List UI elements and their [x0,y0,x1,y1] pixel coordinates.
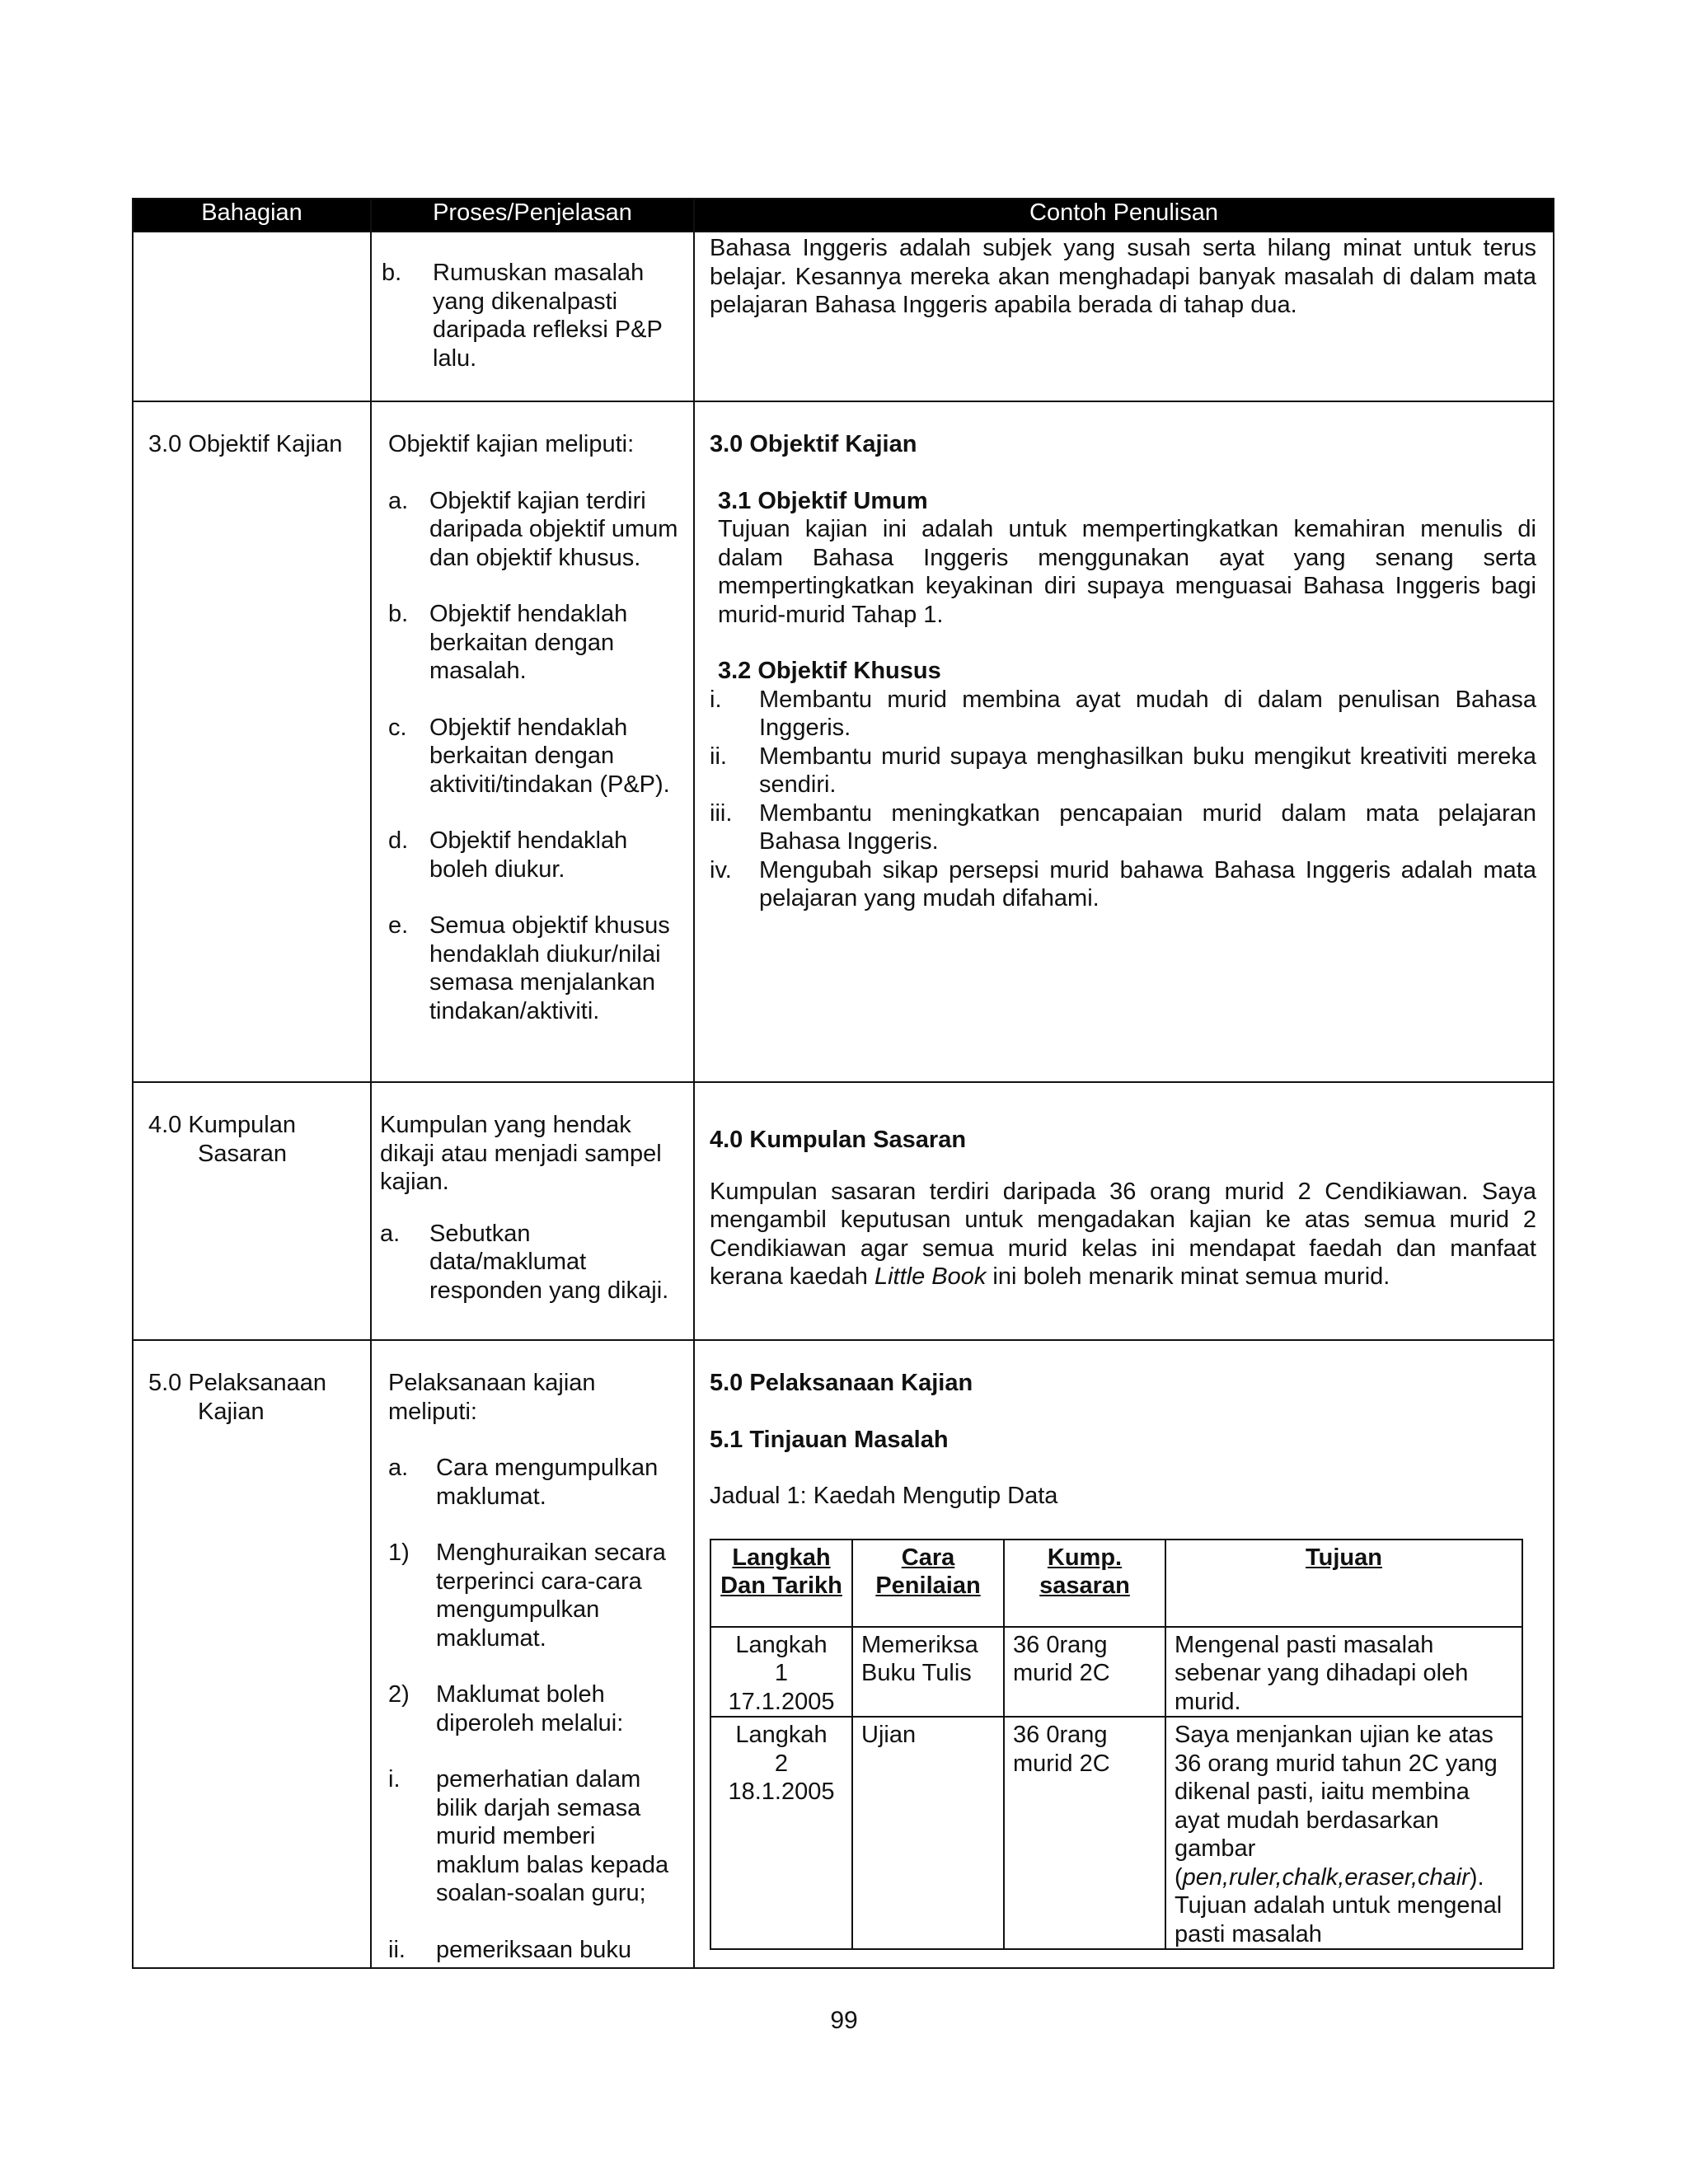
section-heading: 5.0 Pelaksanaan Kajian [710,1370,973,1396]
list-text: Objektif hendaklah berkaitan dengan masalah. [429,601,628,684]
table-row [133,1082,1554,1340]
cell-bahagian [133,401,371,1082]
cell-proses [371,232,694,401]
inner-cell-tujuan: Mengenal pasti masalah sebenar yang dihadapi oleh murid. [1165,1627,1522,1718]
list-item: a. Sebutkan data/maklumat responden yang dikaji. [380,1220,669,1304]
inner-header-cell: Tujuan [1165,1540,1522,1627]
inner-cell-cara: Ujian [852,1717,1004,1949]
list-text: Membantu meningkatkan pencapaian murid dalam mata pelajaran Bahasa Inggeris. [759,799,1536,855]
document-page [132,198,1553,1969]
section-label: 3.0 Objektif Kajian [148,431,343,457]
list-marker: 1) [388,1540,410,1566]
list-marker: ii. [710,743,727,770]
list-marker: a. [388,487,409,514]
cell-contoh [694,401,1554,1082]
list-text: Menghuraikan secara terperinci cara-cara mengumpulkan maklumat. [436,1540,666,1652]
specific-objectives-list [710,686,1536,913]
list-item [388,600,682,686]
cell-contoh [694,1082,1554,1340]
list-marker: e. [388,912,409,939]
list-marker: 2) [388,1681,410,1708]
cell-proses [371,401,694,1082]
cell-bahagian [133,1082,371,1340]
section-heading: 3.0 Objektif Kajian [710,431,917,457]
cell-contoh [694,1340,1554,1968]
list-marker: i. [710,686,722,713]
list-marker: b. [388,601,409,627]
table-caption: Jadual 1: Kaedah Mengutip Data [710,1483,1058,1509]
list-item [388,714,682,799]
cell-bahagian [133,1340,371,1968]
list-item [388,1936,682,1965]
list-marker: iii. [710,799,733,827]
list-intro: Pelaksanaan kajian meliputi: [388,1370,596,1425]
list-item [710,856,1536,913]
table-row [133,401,1554,1082]
table-row [133,232,1554,401]
inner-cell-kump: 36 0rang murid 2C [1004,1627,1165,1718]
research-writing-table [132,198,1554,1969]
list-marker: iv. [710,856,732,883]
list-item [388,1680,682,1737]
inner-table-row [710,1717,1522,1949]
section-label-cont: Sasaran [198,1140,288,1167]
implementation-notes-list [388,1454,682,1964]
list-item [388,1539,682,1652]
list-item [710,743,1536,799]
inner-table-row [710,1627,1522,1718]
table-row [133,1340,1554,1968]
inner-cell-tujuan: Saya menjankan ujian ke atas 36 orang murid tahun 2C yang dikenal pasti, iaitu membina ayat mudah berdasarkan gambar (pen,ruler,chalk,eraser,chair). Tujuan adalah untuk mengenal pasti masalah [1165,1717,1522,1949]
subsection-heading: 3.2 Objektif Khusus [718,658,941,684]
page-number: 99 [830,2007,858,2034]
paragraph: Tujuan kajian ini adalah untuk mempertingkatkan kemahiran menulis di dalam Bahasa Inggeris menggunakan ayat yang senang serta mempertingkatkan keyakinan diri supaya menguasai Bahasa Inggeris bagi murid-murid Tahap 1. [718,516,1536,628]
data-collection-table [710,1539,1523,1951]
list-item [388,827,682,883]
subsection-heading: 5.1 Tinjauan Masalah [710,1426,949,1453]
list-item [388,1454,682,1511]
list-text: Objektif hendaklah berkaitan dengan aktiviti/tindakan (P&P). [429,714,670,798]
list-marker: i. [388,1766,401,1793]
subsection-heading: 3.1 Objektif Umum [718,487,928,514]
section-label: 5.0 Pelaksanaan [148,1370,327,1396]
list-text: pemerhatian dalam bilik darjah semasa murid memberi maklum balas kepada soalan-soalan guru; [436,1766,669,1906]
inner-cell-cara: Memeriksa Buku Tulis [852,1627,1004,1718]
header-bahagian: Bahagian [133,199,371,232]
inner-header-cell: Kump. sasaran [1004,1540,1165,1627]
header-proses: Proses/Penjelasan [371,199,694,232]
cell-contoh [694,232,1554,401]
list-text: Mengubah sikap persepsi murid bahawa Bahasa Inggeris adalah mata pelajaran yang mudah difahami. [759,856,1536,912]
inner-cell-langkah: Langkah 1 17.1.2005 [710,1627,852,1718]
list-item [388,1765,682,1908]
cell-bahagian [133,232,371,401]
list-text: Semua objektif khusus hendaklah diukur/nilai semasa menjalankan tindakan/aktiviti. [429,912,670,1024]
paragraph: Kumpulan sasaran terdiri daripada 36 orang murid 2 Cendikiawan. Saya mengambil keputusan untuk mengadakan kajian ke atas semua murid 2 Cendikiawan agar semua murid kelas ini mendapat faedah dan manfaat kerana kaedah Little Book ini boleh menarik minat semua murid. [710,1178,1536,1290]
list-marker: d. [388,827,409,854]
header-row [133,199,1554,232]
list-text: Objektif hendaklah boleh diukur. [429,827,628,883]
section-heading: 4.0 Kumpulan Sasaran [710,1127,967,1153]
list-intro: Objektif kajian meliputi: [388,431,635,457]
inner-header-row [710,1540,1522,1627]
header-contoh: Contoh Penulisan [694,199,1554,232]
list-marker: c. [388,714,407,741]
paragraph: Bahasa Inggeris adalah subjek yang susah serta hilang minat untuk terus belajar. Kesannya mereka akan menghadapi banyak masalah di dalam mata pelajaran Bahasa Inggeris apabila berada di tahap dua. [710,235,1536,318]
list-item [388,912,682,1025]
list-item [710,686,1536,743]
list-item: b. Rumuskan masalah yang dikenalpasti daripada refleksi P&P lalu. [382,260,663,372]
list-text: Objektif kajian terdiri daripada objektif umum dan objektif khusus. [429,487,678,571]
list-marker: a. [388,1455,409,1481]
inner-header-cell: Langkah Dan Tarikh [710,1540,852,1627]
list-text: Membantu murid membina ayat mudah di dalam penulisan Bahasa Inggeris. [759,686,1536,741]
section-label: 4.0 Kumpulan [148,1112,296,1138]
inner-header-cell: Cara Penilaian [852,1540,1004,1627]
list-item [710,799,1536,856]
list-intro: Kumpulan yang hendak dikaji atau menjadi sampel kajian. [380,1112,662,1195]
cell-proses [371,1082,694,1340]
list-marker: ii. [388,1936,406,1963]
inner-cell-kump: 36 0rang murid 2C [1004,1717,1165,1949]
cell-proses [371,1340,694,1968]
inner-cell-langkah: Langkah 2 18.1.2005 [710,1717,852,1949]
section-label-cont: Kajian [198,1398,265,1425]
list-item [388,487,682,573]
list-text: Membantu murid supaya menghasilkan buku mengikut kreativiti mereka sendiri. [759,743,1536,798]
list-text: Maklumat boleh diperoleh melalui: [436,1681,624,1736]
list-text: Cara mengumpulkan maklumat. [436,1455,659,1510]
objective-notes-list [388,487,682,1026]
list-text: pemeriksaan buku [436,1936,631,1963]
